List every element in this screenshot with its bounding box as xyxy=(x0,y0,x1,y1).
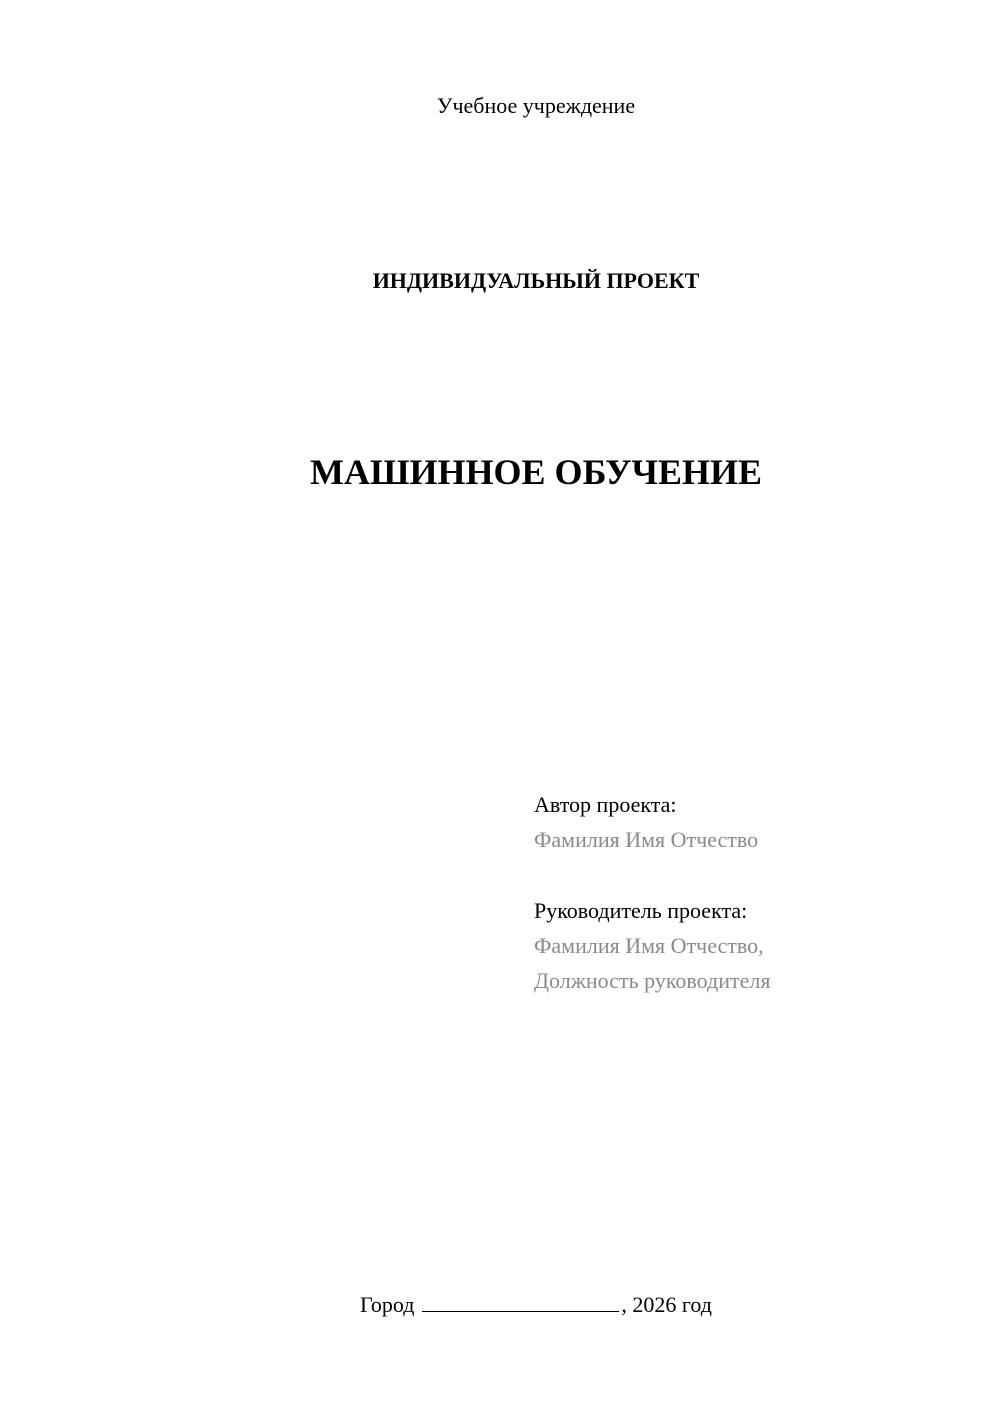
city-label: Город xyxy=(360,1292,415,1317)
author-label: Автор проекта: xyxy=(534,792,677,817)
supervisor-name: Фамилия Имя Отчество, xyxy=(534,933,764,958)
supervisor-label: Руководитель проекта: xyxy=(534,898,748,923)
credits-block xyxy=(534,787,974,998)
supervisor-position: Должность руководителя xyxy=(534,968,771,993)
year-text: , 2026 год xyxy=(621,1292,712,1317)
project-type-heading: ИНДИВИДУАЛЬНЫЙ ПРОЕКТ xyxy=(372,268,700,293)
institution-name: Учебное учреждение xyxy=(436,93,636,118)
city-blank-line xyxy=(422,1291,619,1312)
project-title: МАШИННОЕ ОБУЧЕНИЕ xyxy=(310,452,762,492)
footer-city-year xyxy=(0,1291,1000,1319)
author-name: Фамилия Имя Отчество xyxy=(534,827,759,852)
credits-spacer xyxy=(534,857,974,893)
